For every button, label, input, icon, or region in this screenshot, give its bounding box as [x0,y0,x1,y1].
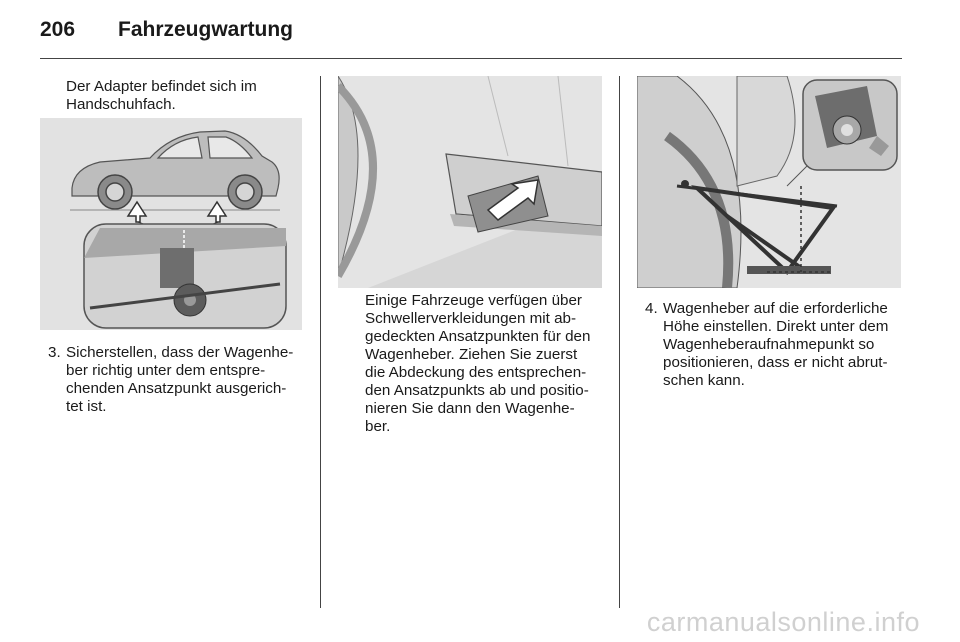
figure-car-jack-points [40,118,302,330]
page-number: 206 [40,18,76,41]
column-divider-1 [320,76,321,608]
figure-sill-cover [338,76,602,288]
text-line: gedeckten Ansatzpunkten für den [365,328,591,345]
text-line: Wagenheber. Ziehen Sie zuerst [365,346,578,363]
jack-head-detail-inset [803,80,897,170]
text-line: Einige Fahrzeuge verfügen über [365,292,582,309]
step-number: 4. [645,300,658,317]
watermark-text: carmanualsonline.info [646,607,920,637]
text-line: Sicherstellen, dass der Wagenhe- [66,344,294,361]
step-number: 3. [48,344,61,361]
text-line: Höhe einstellen. Direkt unter dem [663,318,889,335]
text-line: positionieren, dass er nicht abrut- [663,354,888,371]
text-line: ber richtig unter dem entspre- [66,362,266,379]
jack-point-arrows [128,202,226,222]
column-divider-2 [619,76,620,608]
text-line: chenden Ansatzpunkt ausgerich- [66,380,287,397]
text-line: Der Adapter befindet sich im [66,78,257,95]
text-line: Wagenheberaufnahmepunkt so [663,336,875,353]
chapter-title: Fahrzeugwartung [118,18,294,41]
adapter-note [66,78,257,114]
step-3-text [66,344,293,416]
text-line: Handschuhfach. [66,96,176,113]
page-header [40,14,920,48]
text-line: Schwellerverkleidungen mit ab- [365,310,577,327]
text-line: ber. [365,418,391,435]
figure-jack-positioned [637,76,901,288]
jack-point-detail-inset [84,224,286,328]
step-4-text [663,300,888,390]
text-line: schen kann. [663,372,745,389]
text-line: die Abdeckung des entsprechen- [365,364,587,381]
text-line: den Ansatzpunkts ab und positio- [365,382,589,399]
text-line: tet ist. [66,398,107,415]
header-divider [40,58,902,59]
text-line: Wagenheber auf die erforderliche [663,300,888,317]
text-line: nieren Sie dann den Wagenhe- [365,400,575,417]
sill-cover-paragraph [365,292,590,436]
